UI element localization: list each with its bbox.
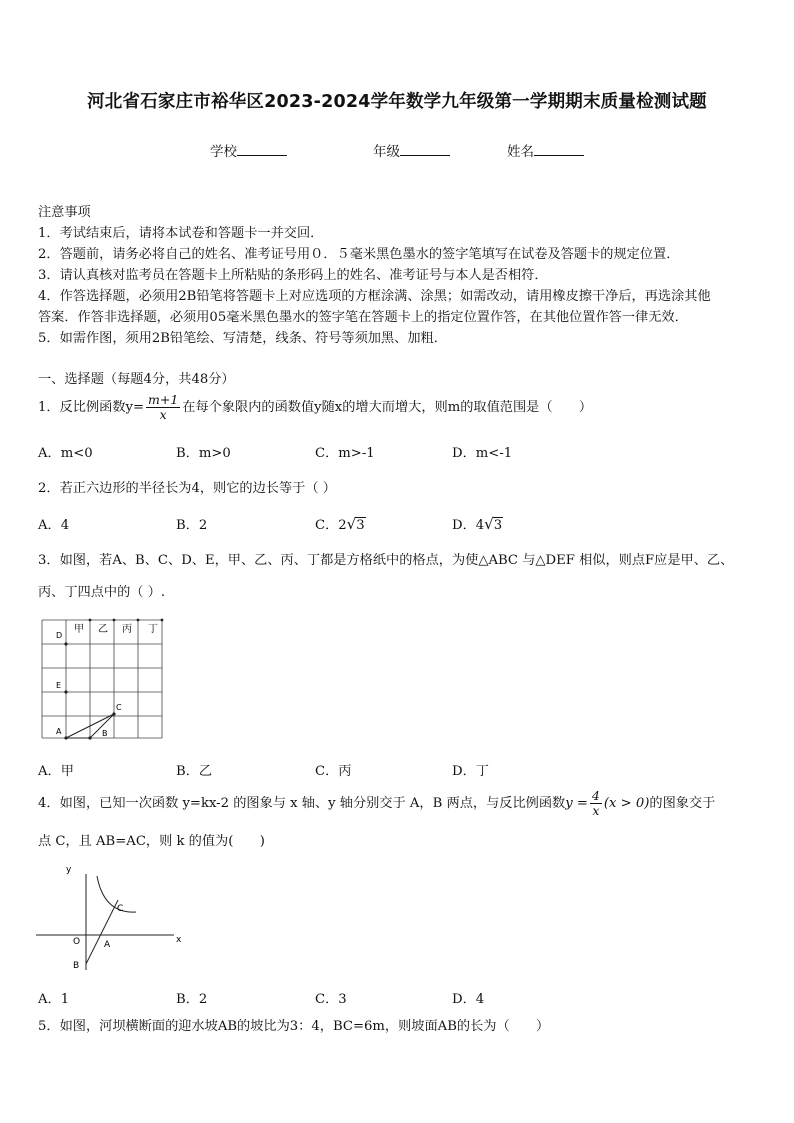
q1-fraction [146,393,180,422]
q2-option-b: B．2 [176,518,208,533]
question-2: 2．若正六边形的半径长为4，则它的边长等于（ ） [38,481,336,496]
q4-cond: (x > 0) [603,796,650,811]
label-c: C [117,904,124,914]
q4-graph-figure [36,862,196,974]
name-blank [534,143,584,156]
axis-label-x: x [176,935,182,945]
label-c: C [116,703,122,712]
grade-label: 年级 [373,144,400,160]
q1-frac-num: m+1 [148,392,179,407]
q4-y-eq: y = [565,796,588,811]
notice-item: 5．如需作图，须用2B铅笔绘、写清楚，线条、符号等须加黑、加粗． [38,331,447,346]
notice-item: 4．作答选择题，必须用2B铅笔将答题卡上对应选项的方框涂满、涂黑；如需改动，请用橡皮擦干净后，再选涂其他 [38,289,711,304]
q2-d-prefix: D．4 [452,518,485,533]
q2-option-c: C．2√3 [315,515,365,533]
school-blank [237,143,287,156]
linear-function-line [86,900,118,964]
q4-option-b: B．2 [176,992,208,1007]
label-e: E [56,681,62,690]
q2-option-d: D．4√3 [452,515,503,533]
q1-option-d: D．m<-1 [452,446,513,461]
q1-option-c: C．m>-1 [315,446,375,461]
notice-heading: 注意事项 [38,205,91,220]
q3-option-b: B．乙 [176,764,213,779]
q1-pre: 1．反比例函数y= [38,400,145,415]
q4-frac-num: 4 [591,788,600,803]
label-bing: 丙 [122,624,132,635]
label-jia: 甲 [74,624,84,635]
q1-post: 在每个象限内的函数值y随x的增大而增大，则m的取值范围是（ ） [182,400,593,415]
label-yi: 乙 [98,624,108,635]
notice-item: 3．请认真核对监考员在答题卡上所粘贴的条形码上的姓名、准考证号与本人是否相符． [38,268,548,283]
q3-option-a: A．甲 [38,764,74,779]
label-ding: 丁 [148,624,158,635]
question-4-line-1 [38,788,715,820]
label-b: B [73,961,80,971]
question-3-line-2: 丙、丁四点中的（ ）. [38,585,166,600]
school-label: 学校 [210,144,237,160]
axis-label-y: y [66,865,72,875]
page-title: 河北省石家庄市裕华区2023-2024学年数学九年级第一学期期末质量检测试题 [87,92,707,112]
section-heading: 一、选择题（每题4分，共48分） [38,372,235,387]
q3-option-d: D．丁 [452,764,489,779]
notice-item: 1．考试结束后，请将本试卷和答题卡一并交回． [38,226,324,241]
question-4-line-2: 点 C，且 AB=AC，则 k 的值为( ) [38,834,265,849]
school-field [210,140,287,160]
grade-field [373,140,450,160]
label-d: D [56,631,63,640]
q1-option-b: B．m>0 [176,446,231,461]
label-b: B [102,729,108,738]
q1-frac-den: x [159,407,167,422]
q2-option-a: A．4 [38,518,70,533]
q2-c-prefix: C．2 [315,518,347,533]
name-field [507,140,584,160]
q4-option-a: A．1 [38,992,70,1007]
notice-item: 2．答题前，请务必将自己的姓名、准考证号用０．５毫米黑色墨水的签字笔填写在试卷及答题卡的规定位置． [38,247,680,262]
label-a: A [104,940,111,950]
notice-item: 答案．作答非选择题，必须用05毫米黑色墨水的签字笔在答题卡上的指定位置作答，在其他位置作答一律无效． [38,310,688,325]
question-3-line-1: 3．如图，若A、B、C、D、E，甲、乙、丙、丁都是方格纸中的格点，为使△ABC 与△DEF 相似，则点F应是甲、乙、 [38,553,734,568]
q4-fraction [590,789,602,818]
grade-blank [400,143,450,156]
q4-option-d: D．4 [452,992,485,1007]
label-a: A [56,727,62,736]
name-label: 姓名 [507,144,534,160]
q2-d-radicand: 3 [493,518,503,533]
q4-option-c: C．3 [315,992,347,1007]
question-1 [38,392,592,424]
q4-frac-den: x [592,803,600,818]
q4-pre: 4．如图，已知一次函数 y=kx-2 的图象与 x 轴、y 轴分别交于 A，B 两点，与反比例函数 [38,796,566,811]
q2-c-radicand: 3 [356,518,365,533]
label-origin: O [73,937,81,947]
q3-grid-figure [40,618,170,742]
q1-option-a: A．m<0 [38,446,93,461]
q3-option-c: C．丙 [315,764,352,779]
question-5: 5．如图，河坝横断面的迎水坡AB的坡比为3：4，BC=6m，则坡面AB的长为（ ） [38,1019,550,1034]
q4-post: 的图象交于 [649,796,716,811]
